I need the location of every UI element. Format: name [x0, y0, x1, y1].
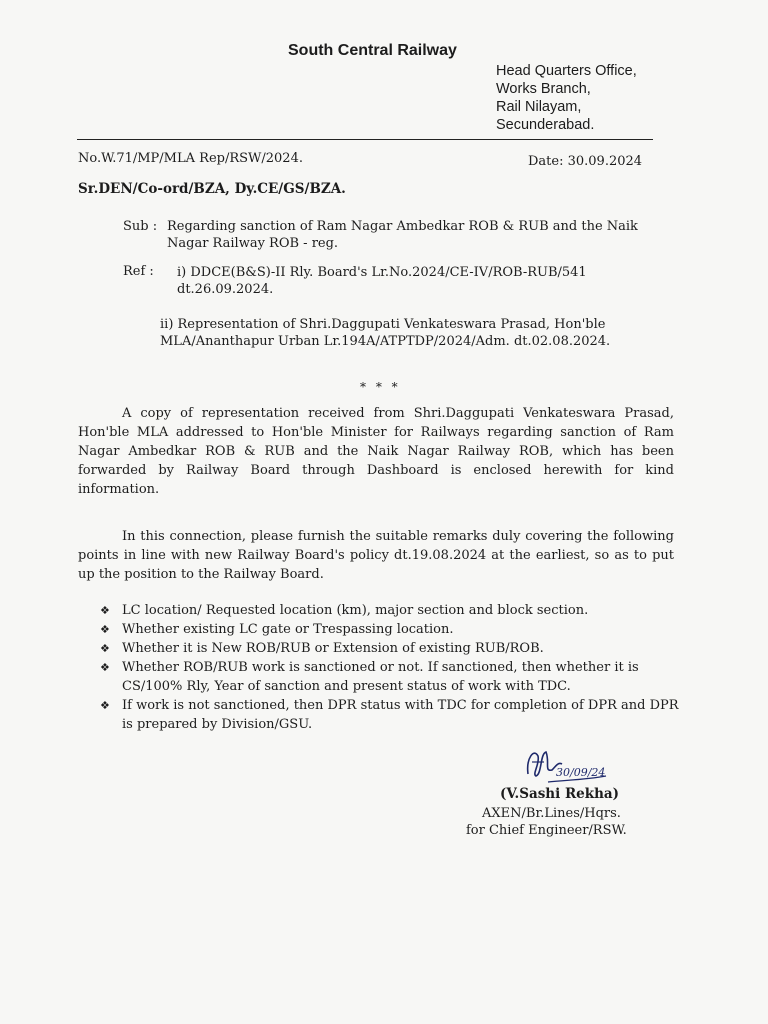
reference-item-1: i) DDCE(B&S)-II Rly. Board's Lr.No.2024/CE-IV/ROB-RUB/541 dt.26.09.2024.: [177, 265, 587, 297]
address-line: Secunderabad.: [496, 117, 595, 133]
points-list: [100, 601, 680, 734]
bullet-icon: ❖: [100, 661, 110, 674]
point-text: Whether it is New ROB/RUB or Extension of existing RUB/ROB.: [122, 641, 544, 656]
signature-date: 30/09/24: [556, 766, 606, 779]
address-line: Works Branch,: [496, 81, 591, 97]
list-item: [100, 620, 680, 639]
bullet-icon: ❖: [100, 642, 110, 655]
list-item: [100, 696, 680, 734]
list-item: [100, 639, 680, 658]
signatory-for: for Chief Engineer/RSW.: [466, 823, 627, 838]
paragraph-text: In this connection, please furnish the suitable remarks duly covering the following points in line with new Railway Board's policy dt.19.08.2024 at the earliest, so as to put up the position to the Railway Board.: [78, 529, 674, 582]
header-divider: [77, 139, 653, 140]
office-address: [496, 62, 637, 134]
handwritten-signature: [522, 744, 612, 786]
address-line: Rail Nilayam,: [496, 99, 582, 115]
reference-item-2: ii) Representation of Shri.Daggupati Venkateswara Prasad, Hon'ble MLA/Ananthapur Urban Lr.194A/ATPTDP/2024/Adm. dt.02.08.2024.: [160, 317, 611, 349]
body-paragraph-2: [78, 527, 674, 584]
point-text: Whether existing LC gate or Trespassing location.: [122, 622, 454, 637]
letter-date: Date: 30.09.2024: [528, 154, 643, 169]
organization-title: South Central Railway: [288, 42, 457, 59]
point-text: If work is not sanctioned, then DPR status with TDC for completion of DPR and DPR is prepared by Division/GSU.: [122, 698, 679, 732]
bullet-icon: ❖: [100, 699, 110, 712]
list-item: [100, 658, 680, 696]
bullet-icon: ❖: [100, 604, 110, 617]
point-text: LC location/ Requested location (km), major section and block section.: [122, 603, 589, 618]
reference-number: No.W.71/MP/MLA Rep/RSW/2024.: [78, 151, 303, 166]
body-paragraph-1: [78, 404, 674, 499]
reference-label: Ref :: [123, 264, 154, 279]
addressee: Sr.DEN/Co-ord/BZA, Dy.CE/GS/BZA.: [78, 181, 346, 197]
signatory-name: (V.Sashi Rekha): [500, 786, 620, 802]
signatory-designation: AXEN/Br.Lines/Hqrs.: [482, 806, 621, 821]
subject-label: Sub :: [123, 219, 158, 234]
section-separator: * * *: [360, 380, 401, 394]
list-item: [100, 601, 680, 620]
paragraph-text: A copy of representation received from Shri.Daggupati Venkateswara Prasad, Hon'ble MLA addressed to Hon'ble Minister for Railways regarding sanction of Ram Nagar Ambedkar ROB & RUB and the Naik Nagar Railway ROB, which has been forwarded by Railway Board through Dashboard is enclosed herewith for kind information.: [78, 406, 674, 497]
bullet-icon: ❖: [100, 623, 110, 636]
subject-text: Regarding sanction of Ram Nagar Ambedkar ROB & RUB and the Naik Nagar Railway ROB - reg.: [167, 219, 638, 251]
address-line: Head Quarters Office,: [496, 63, 637, 79]
point-text: Whether ROB/RUB work is sanctioned or not. If sanctioned, then whether it is CS/100% Rly, Year of sanction and present status of work with TDC.: [122, 660, 639, 694]
